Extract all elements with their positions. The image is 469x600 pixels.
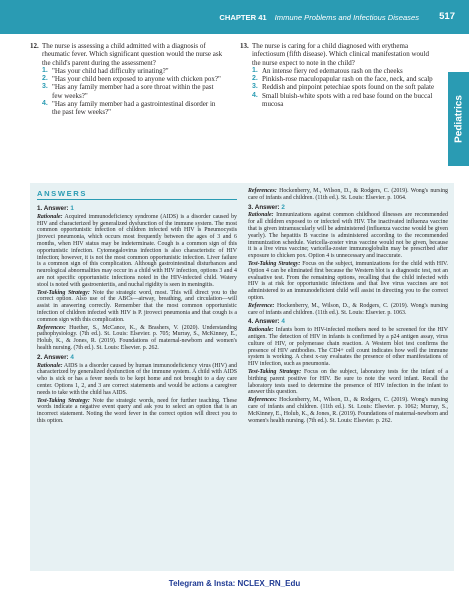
paragraph-label: References: — [37, 324, 66, 331]
answer-option[interactable] — [252, 67, 435, 75]
answer-heading-text: 2. Answer: — [37, 353, 71, 361]
paragraph-label: Reference: — [248, 302, 275, 309]
option-number: 2. — [42, 75, 48, 83]
answer-paragraph — [248, 397, 448, 424]
answer-value: 4 — [281, 318, 285, 326]
paragraph-label: Test-Taking Strategy: — [248, 368, 302, 375]
page-number: 517 — [439, 11, 455, 22]
option-number: 2. — [252, 75, 258, 83]
paragraph-text: Immunizations against common childhood illnesses are recommended for all children exposed to or infected with HIV. The inactivated influenza vaccine that is given intramuscularly will be administered (influenza vaccine would be given yearly). The hepatitis B vaccine is administered according to the recommended immunization schedule. Varicella-zoster virus vaccine would not be given, because it is a live virus vaccine; varicella-zoster immunoglobulin may be prescribed after exposure to chicken pox. Option 4 is unnecessary and inaccurate. — [248, 212, 448, 260]
question-number: 13. — [240, 42, 249, 50]
answer-paragraph — [248, 261, 448, 302]
answer-value: 1 — [70, 205, 74, 212]
answer-heading-text: 3. Answer: — [248, 203, 282, 211]
option-number: 3. — [252, 83, 258, 91]
answer-value: 4 — [70, 353, 74, 361]
paragraph-label: Test-Taking Strategy: — [37, 289, 90, 296]
answer-paragraph — [37, 398, 237, 425]
paragraph-label: Rationale: — [37, 362, 63, 369]
answer-paragraph — [248, 303, 448, 317]
option-number: 1. — [42, 66, 48, 74]
paragraph-label: Rationale: — [37, 213, 63, 220]
chapter-header-bar — [0, 0, 469, 34]
paragraph-label: References: — [248, 188, 277, 194]
paragraph-text: Acquired immunodeficiency syndrome (AIDS) is a disorder caused by HIV and characterized by generalized dysfunction of the immune system. The most common opportunistic infection of children infected with HIV is Pneumocystis jiroveci pneumonia, which occurs most frequently between the ages of 3 and 6 months, when HIV status may be indeterminate. Cough is a common sign of this opportunistic infection. Cytomegalovirus infection is also characteristic of HIV infection; however, it is not the most common opportunistic infection. Liver failure is a common sign of this complication. Although gastrointestinal disturbances and neurological abnormalities may occur in a child with HIV infection, options 3 and 4 are not specific opportunistic infections noted in the HIV-infected child. Watery stool is noted with gastroenteritis, and nuchal rigidity is seen in meningitis. — [37, 213, 237, 288]
paragraph-text: Focus on the subject, immunizations for the child with HIV. Option 4 can be eliminated first because the Western blot is a diagnostic test, not an evaluative test. From the remaining options, recalling that the child infected with HIV is at risk for opportunistic infections and that live virus vaccines are not administered to an immunodeficient child will assist in directing you to the correct option. — [248, 260, 448, 301]
paragraph-label: Test-Taking Strategy: — [37, 397, 90, 404]
paragraph-label: Rationale: — [248, 212, 274, 219]
answer-heading — [37, 355, 237, 362]
question-number: 12. — [30, 42, 39, 50]
answers-divider — [37, 199, 237, 200]
answer-paragraph — [37, 363, 237, 397]
option-text: Reddish and pinpoint petechiae spots found on the soft palate — [262, 83, 435, 92]
answer-paragraph — [248, 188, 448, 202]
paragraph-text: Hockenberry, M., Wilson, D., & Rodgers, C. (2019). Wong's nursing care of infants and children. (11th ed.). St. Louis: Elsevier. p. 1063. — [248, 302, 448, 316]
answer-heading-text: 4. Answer: — [248, 318, 282, 326]
answers-heading: ANSWERS — [37, 189, 88, 198]
option-text: Small bluish-white spots with a red base found on the buccal mucosa — [262, 91, 433, 109]
answers-panel — [30, 183, 454, 571]
chapter-number: CHAPTER 41 — [219, 13, 267, 22]
question-12 — [30, 42, 225, 117]
side-tab-label: Pediatrics — [453, 95, 464, 143]
option-number: 3. — [42, 83, 48, 91]
answer-paragraph — [37, 290, 237, 324]
paragraph-label: References: — [248, 397, 277, 404]
answers-right-column — [248, 188, 448, 425]
paragraph-text: Infants born to HIV-infected mothers need to be screened for the HIV antigen. The detection of HIV in infants is confirmed by a p24 antigen assay, virus culture of HIV, or polymerase chain reaction. A Western blot test confirms the presence of HIV antibodies. The CD4+ cell count indicates how well the immune system is working. A chest x-ray evaluates the presence of other manifestations of HIV infection, such as pneumonia. — [248, 327, 448, 368]
answer-heading-text: 1. Answer: — [37, 205, 71, 212]
question-stem: The nurse is assessing a child admitted with a diagnosis of rheumatic fever. Which significant question would the nurse ask the child's parent during the assessment? — [42, 42, 223, 67]
answer-paragraph — [37, 325, 237, 352]
option-text: "Has your child been exposed to anyone with chicken pox?" — [52, 75, 221, 84]
paragraph-text: Hockenberry, M., Wilson, D., & Rodgers, C. (2019). Wong's nursing care of infants and children. (11th ed.). St. Louis: Elsevier. p. 1064. — [248, 188, 448, 201]
answer-option[interactable] — [42, 100, 225, 117]
answer-option[interactable] — [42, 75, 225, 83]
answer-option[interactable] — [252, 83, 435, 91]
answers-left-column — [37, 203, 237, 426]
chapter-title: Immune Problems and Infectious Diseases — [274, 13, 419, 22]
answer-value: 2 — [281, 203, 285, 211]
answer-paragraph — [248, 212, 448, 260]
answer-option[interactable] — [42, 83, 225, 100]
paragraph-text: Focus on the subject, laboratory tests for the infant of a birthing parent positive for HIV. Be sure to note the word infant. Recall the laboratory tests used to determine the presence of HIV infection in the infant to answer this question. — [248, 368, 448, 396]
option-list — [42, 67, 225, 117]
answer-paragraph — [248, 369, 448, 396]
paragraph-text: Hockenberry, M., Wilson, D., & Rodgers, C. (2019). Wong's nursing care of infants and children. (11th ed.). St. Louis: Elsevier. p. 1062; Murray, S., McKinney, E., Holub, K., & Jones, R. (2019). Foundations of maternal-newborn and women's health nursing. (7th ed.). St. Louis: Elsevier. p. 262. — [248, 397, 448, 424]
option-text: "Has any family member had a gastrointestinal disorder in the past few weeks?" — [52, 100, 216, 117]
paragraph-label: Rationale: — [248, 327, 274, 334]
option-number: 4. — [252, 91, 258, 99]
paragraph-text: Note the strategic words, need for further teaching. These words indicate a negative event query and ask you to select an option that is an incorrect statement. Noting the word fever in the correct option will direct you to this option. — [37, 397, 237, 424]
answer-option[interactable] — [252, 75, 435, 83]
paragraph-text: AIDS is a disorder caused by human immunodeficiency virus (HIV) and characterized by generalized dysfunction of the immune system. A child with AIDS who is sick or has a fever needs to be kept home and not brought to a day care center. Options 1, 2, and 3 are correct statements and would be actions a caregiver needs to take with the child has AIDS. — [37, 362, 237, 396]
option-list — [252, 67, 435, 108]
answer-paragraph — [37, 214, 237, 289]
option-text: "Has any family member had a sore throat within the past few weeks?" — [52, 83, 214, 100]
paragraph-text: Note the strategic word, most. This will direct you to the correct option. Also use of the ABCs—airway, breathing, and circulation—will assist in answering correctly. Remember that the most common opportunistic infection of children infected with HIV is P. jiroveci pneumonia and that cough is a common sign with this complication. — [37, 289, 238, 323]
answer-heading — [248, 319, 448, 326]
paragraph-text: Huether, S., McCance, K., & Brashers, V. (2020). Understanding pathophysiology. (7th ed.). St. Louis: Elsevier. p. 705; Murray, S., McKinney, E., Holub, K., & Jones, R. (2019). Foundations of maternal-newborn and women's health nursing. (7th ed.). St. Louis: Elsevier. p. 262. — [37, 324, 237, 351]
option-text: "Has your child had difficulty urinating?" — [52, 66, 169, 75]
question-13 — [240, 42, 435, 108]
option-text: Pinkish-rose maculopapular rash on the face, neck, and scalp — [262, 75, 433, 84]
option-text: An intense fiery red edematous rash on the cheeks — [262, 66, 403, 75]
footer-credit: Telegram & Insta: NCLEX_RN_Edu — [168, 579, 301, 588]
question-stem: The nurse is caring for a child diagnosed with erythema infectiosum (fifth disease). Which clinical manifestation would the nurse expect to note in the child? — [252, 42, 429, 67]
paragraph-label: Test-Taking Strategy: — [248, 260, 301, 267]
answer-heading — [248, 205, 448, 212]
answer-paragraph — [248, 327, 448, 368]
option-number: 4. — [42, 100, 48, 108]
answer-option[interactable] — [252, 92, 435, 109]
chapter-heading — [219, 13, 419, 22]
option-number: 1. — [252, 66, 258, 74]
answer-heading — [37, 206, 237, 213]
answer-option[interactable] — [42, 67, 225, 75]
section-side-tab — [448, 72, 469, 166]
